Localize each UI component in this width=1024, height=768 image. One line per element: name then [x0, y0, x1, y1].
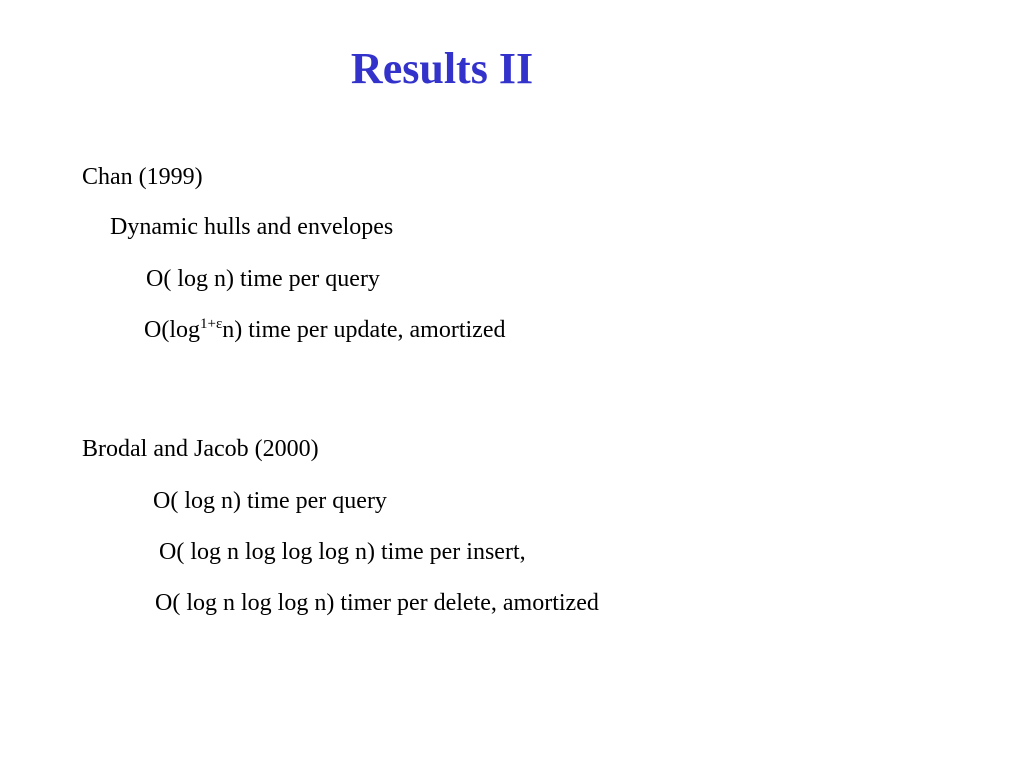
chan-query-time: O( log n) time per query	[146, 266, 380, 292]
chan-update-suffix: n) time per update, amortized	[222, 317, 506, 343]
brodal-query-time: O( log n) time per query	[153, 488, 387, 514]
brodal-delete-time: O( log n log log n) timer per delete, amortized	[155, 590, 599, 616]
brodal-insert-time: O( log n log log log n) time per insert,	[159, 539, 526, 565]
section-heading-chan: Chan (1999)	[82, 164, 203, 190]
chan-update-exponent: 1+ε	[200, 316, 223, 332]
slide-title: Results II	[350, 44, 534, 93]
chan-update-time	[144, 315, 505, 345]
chan-update-prefix: O(log	[144, 317, 200, 343]
section-heading-brodal-jacob: Brodal and Jacob (2000)	[82, 436, 319, 462]
section-subheading-chan: Dynamic hulls and envelopes	[110, 214, 394, 240]
